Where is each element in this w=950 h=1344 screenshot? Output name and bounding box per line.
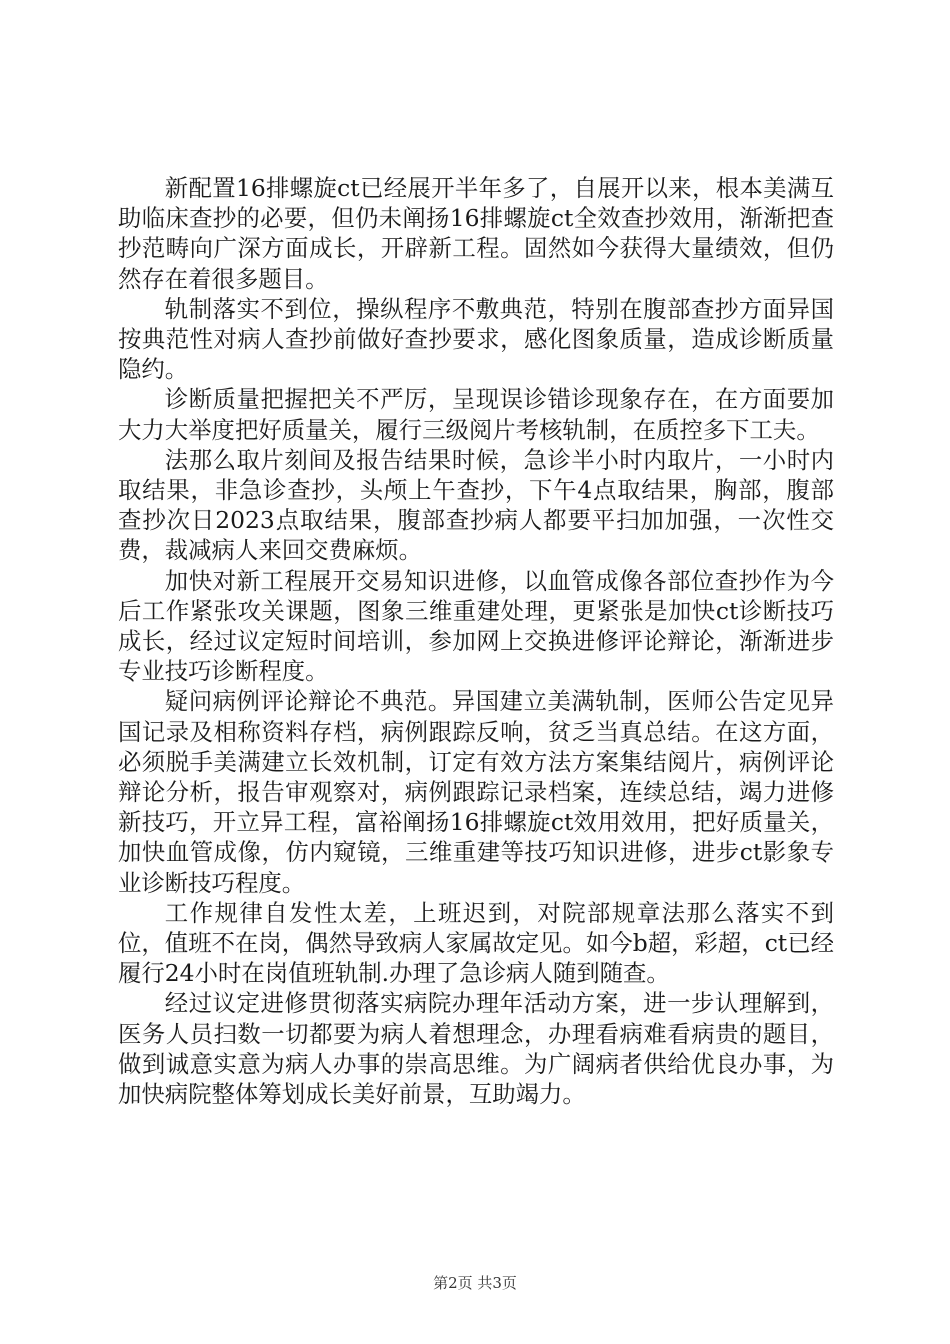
paragraph-1: 新配置16排螺旋ct已经展开半年多了，自展开以来，根本美满互助临床查抄的必要，但仍未阐扬16排螺旋ct全效查抄效用，渐渐把查抄范畴向广深方面成长，开辟新工程。固然如今获得大量绩效，但仍然存在着很多题目。	[118, 174, 834, 293]
paragraph-6: 疑问病例评论辩论不典范。异国建立美满轨制，医师公告定见异国记录及相称资料存档，病例跟踪反响，贫乏当真总结。在这方面，必须脱手美满建立长效机制，订定有效方法方案集结阅片，病例评论辩论分析，报告审观察对，病例跟踪记录档案，连续总结，竭力进修新技巧，开立异工程，富裕阐扬16排螺旋ct效用效用，把好质量关，加快血管成像，仿内窥镜，三维重建等技巧知识进修，进步ct影象专业诊断技巧程度。	[118, 687, 834, 897]
page-footer: 第2页 共3页	[433, 1274, 517, 1292]
paragraph-3: 诊断质量把握把关不严厉，呈现误诊错诊现象存在，在方面要加大力大举度把好质量关，履行三级阅片考核轨制，在质控多下工夫。	[118, 385, 834, 444]
paragraph-4: 法那么取片刻间及报告结果时候，急诊半小时内取片，一小时内取结果，非急诊查抄，头颅上午查抄，下午4点取结果，胸部，腹部查抄次日2023点取结果，腹部查抄病人都要平扫加加强，一次性交费，裁减病人来回交费麻烦。	[118, 445, 834, 565]
paragraph-7: 工作规律自发性太差，上班迟到，对院部规章法那么落实不到位，值班不在岗，偶然导致病人家属故定见。如今b超，彩超，ct已经履行24小时在岗值班轨制.办理了急诊病人随到随查。	[118, 898, 834, 988]
paragraph-2: 轨制落实不到位，操纵程序不敷典范，特别在腹部查抄方面异国按典范性对病人查抄前做好查抄要求，感化图象质量，造成诊断质量隐约。	[118, 294, 834, 384]
paragraph-5: 加快对新工程展开交易知识进修，以血管成像各部位查抄作为今后工作紧张攻关课题，图象三维重建处理，更紧张是加快ct诊断技巧成长，经过议定短时间培训，参加网上交换进修评论辩论，渐渐进步专业技巧诊断程度。	[118, 566, 834, 686]
paragraph-8: 经过议定进修贯彻落实病院办理年活动方案，进一步认理解到，医务人员扫数一切都要为病人着想理念，办理看病难看病贵的题目，做到诚意实意为病人办事的崇高思维。为广阔病者供给优良办事，为加快病院整体筹划成长美好前景，互助竭力。	[118, 989, 834, 1109]
body-text	[118, 173, 834, 1109]
